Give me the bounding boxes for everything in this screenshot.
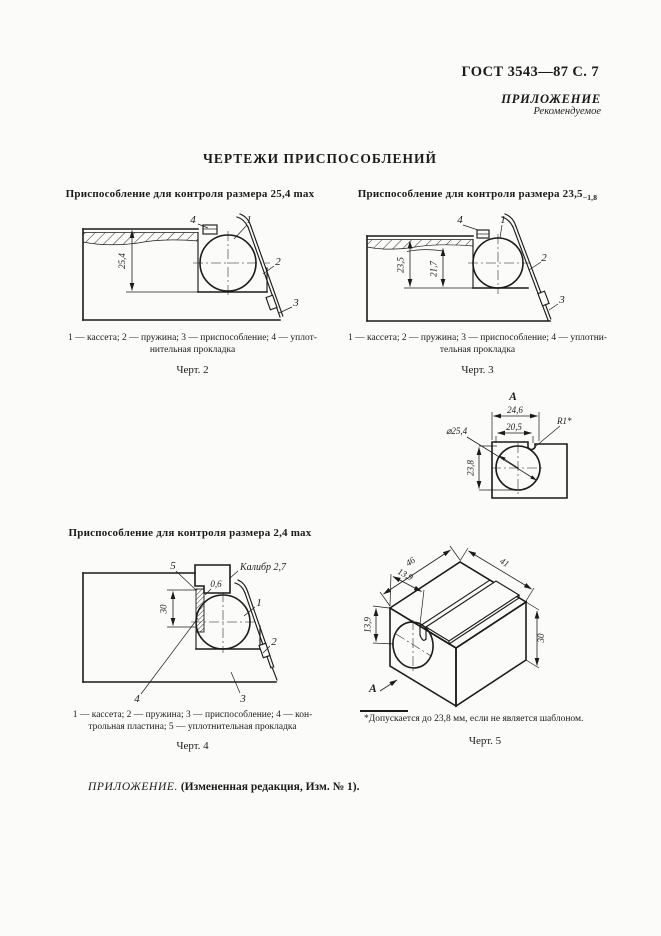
view-a-drawing <box>433 386 610 511</box>
control-plate <box>196 589 204 632</box>
part-callout: 3 <box>240 693 246 705</box>
footer-annex: ПРИЛОЖЕНИЕ. <box>88 781 178 793</box>
fig4-caption: Приспособление для контроля размера 2,4 max <box>68 527 312 539</box>
page-title: ЧЕРТЕЖИ ПРИСПОСОБЛЕНИЙ <box>202 151 438 166</box>
fig3-legend: 1 — кассета; 2 — пружина; 3 — приспособление; 4 — уплотни- тельная прокладка <box>347 333 608 356</box>
dim-label: 0,6 <box>210 579 222 589</box>
part-callout: 5 <box>170 560 176 572</box>
dim-line <box>384 550 451 594</box>
footer-note <box>88 781 359 793</box>
dim-label: 25,4 <box>117 253 127 269</box>
annex-sub-label: Рекомендуемое <box>533 106 601 117</box>
fig5-footnote: *Допускается до 23,8 мм, если не является шаблоном. <box>364 714 584 724</box>
gauge-label: Калибр 2,7 <box>240 562 287 573</box>
fig3-caption-tolerance: −1,8 <box>582 193 598 203</box>
fig5-isometric-drawing <box>363 528 610 714</box>
spring-clamp <box>538 291 549 306</box>
cassette-hatch <box>83 233 198 245</box>
view-direction-arrow <box>380 680 397 691</box>
plate-top <box>426 581 519 641</box>
fig2-label: Черт. 2 <box>176 364 209 376</box>
part-callout: 3 <box>293 297 299 309</box>
gost-header: ГОСТ 3543—87 С. 7 <box>461 64 599 80</box>
fig3-drawing <box>352 210 572 340</box>
dim-label: 24,6 <box>507 405 523 415</box>
dim-label: 41 <box>498 555 511 570</box>
fig3-caption-main: Приспособление для контроля размера 23,5 <box>357 188 583 200</box>
part-callout: 1 <box>246 214 252 226</box>
view-letter: А <box>369 683 377 695</box>
part-callout: 3 <box>559 294 565 306</box>
gasket-block <box>203 225 217 234</box>
fig4-legend: 1 — кассета; 2 — пружина; 3 — приспособление; 4 — кон- трольная пластина; 5 — уплотнительная прокладка <box>72 710 313 733</box>
dim-label: 13,9 <box>362 617 373 633</box>
part-callout: 4 <box>190 214 196 226</box>
fig2-caption: Приспособление для контроля размера 25,4 max <box>65 188 315 200</box>
dim-label: 23,5 <box>395 257 406 273</box>
cassette-hatch <box>367 240 473 250</box>
spring-clamp <box>266 295 277 310</box>
spring-clamp <box>259 643 270 658</box>
dim-label: 30 <box>536 633 546 643</box>
fig3-label: Черт. 3 <box>461 364 494 376</box>
fig3-caption <box>330 188 625 202</box>
fig4-label: Черт. 4 <box>176 740 209 752</box>
fig5-label: Черт. 5 <box>468 735 502 747</box>
part-callout: 2 <box>541 252 547 264</box>
dim-label: 21,7 <box>428 261 439 277</box>
part-callout: 4 <box>134 693 140 705</box>
dim-label: 23,8 <box>465 460 476 476</box>
footer-revision: (Измененная редакция, Изм. № 1). <box>180 781 360 793</box>
roller-circle <box>473 238 523 288</box>
fig4-drawing <box>63 556 325 708</box>
radius-label: R1* <box>557 416 572 426</box>
part-callout: 4 <box>457 214 463 226</box>
gauge-block-outline <box>492 442 567 498</box>
dim-label: 13,9 <box>396 566 415 583</box>
footnote-rule <box>360 710 408 712</box>
fig2-drawing <box>68 210 318 340</box>
part-callout: 1 <box>500 214 506 226</box>
part-callout: 1 <box>256 597 262 609</box>
diameter-leader <box>467 437 536 480</box>
part-callout: 2 <box>275 256 281 268</box>
part-callout: 2 <box>271 636 277 648</box>
dim-label: 20,5 <box>506 422 522 432</box>
fig2-legend: 1 — кассета; 2 — пружина; 3 — приспособление; 4 — уплот- нительная прокладка <box>68 333 317 356</box>
dim-label: 30 <box>158 604 169 614</box>
diameter-label: ⌀25,4 <box>446 426 468 436</box>
view-letter: А <box>509 391 517 403</box>
annex-label: ПРИЛОЖЕНИЕ <box>501 92 601 106</box>
dim-label: 46 <box>403 554 417 569</box>
